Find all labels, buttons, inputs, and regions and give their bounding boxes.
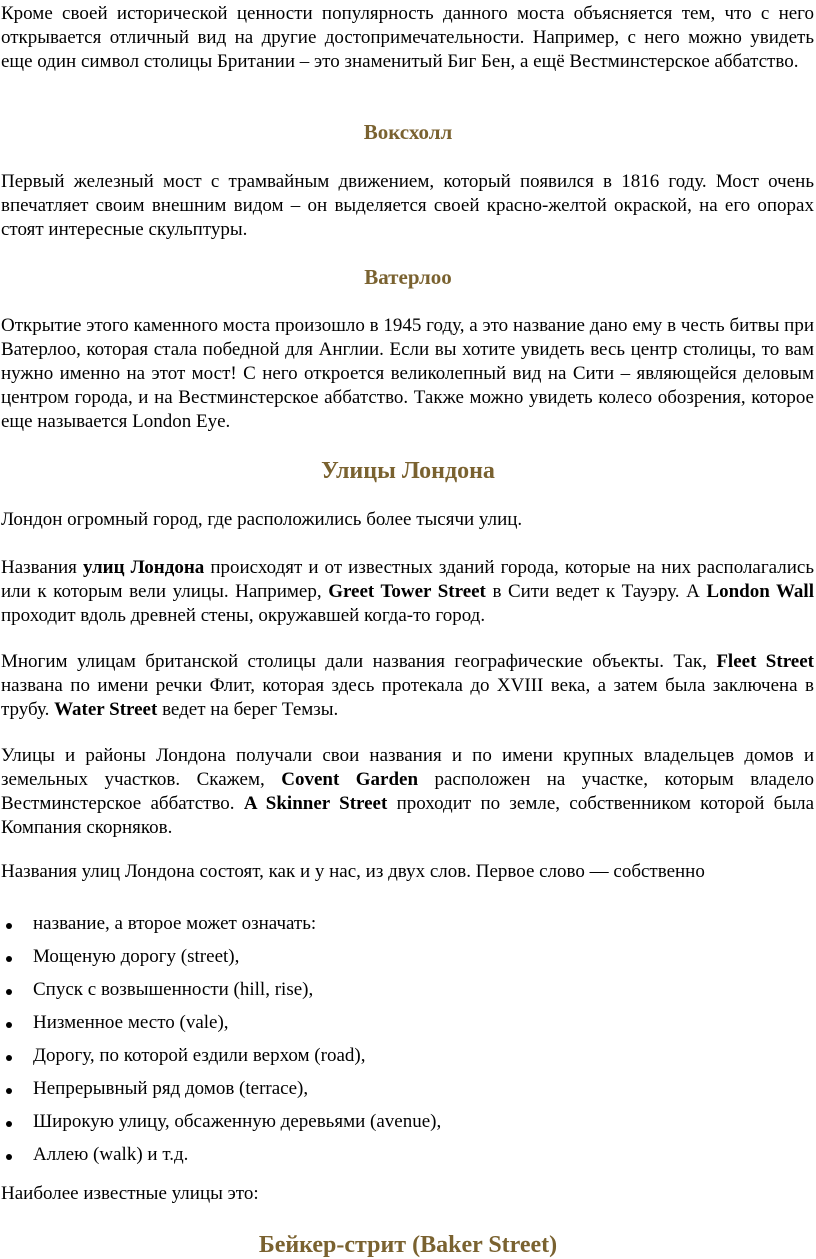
list-item [0,1044,816,1077]
list-item [0,1011,816,1044]
bold-term: Covent Garden [281,769,419,790]
text-run: Названия [1,557,83,578]
text-run: проходит по земле, собственником которой была Компания скорняков. [1,793,814,838]
list-item [0,978,816,1011]
street-names-origin-paragraph [1,556,814,628]
heading-london-streets: Улицы Лондона [321,458,495,484]
heading-vauxhall: Воксхолл [363,120,453,144]
intro-paragraph: Кроме своей исторической ценности популярность данного моста объясняется тем, что с него открывается отличный вид на другие достопримечательности. Например, с него можно увидеть еще один символ столицы Британии – это знаменитый Биг Бен, а ещё Вестминстерское аббатство. [1,3,814,72]
bullet-icon [6,989,12,995]
famous-streets-paragraph: Наиболее известные улицы это: [1,1183,259,1204]
list-item-text: Непрерывный ряд домов (terrace), [33,1078,309,1099]
list-item-text: Спуск с возвышенности (hill, rise), [33,979,314,1000]
list-item [0,945,816,978]
list-item [0,1143,816,1176]
bullet-icon [6,1154,12,1160]
heading-baker-street: Бейкер-стрит (Baker Street) [258,1232,558,1258]
owners-names-paragraph [1,744,814,840]
text-run: названа по имени речки Флит, которая здесь протекала до XVIII века, а затем была заключена в трубу. [1,675,814,720]
list-item-text: Широкую улицу, обсаженную деревьями (avenue), [33,1111,442,1132]
text-run: ведет на берег Темзы. [157,699,339,720]
bold-term: A Skinner Street [243,793,388,814]
waterloo-paragraph: Открытие этого каменного моста произошло в 1945 году, а это название дано ему в честь битвы при Ватерлоо, которая стала победной для Англии. Если вы хотите увидеть весь центр столицы, то вам нужно именно на этот мост! С него откроется великолепный вид на Сити – являющейся деловым центром города, и на Вестминстерское аббатство. Также можно увидеть колесо обозрения, которое еще называется London Eye. [1,315,814,432]
list-item-text: Низменное место (vale), [33,1012,229,1033]
list-item-text: Мощеную дорогу (street), [33,946,240,967]
list-item-text: Дорогу, по которой ездили верхом (road), [33,1045,366,1066]
list-item [0,1077,816,1110]
two-words-paragraph: Названия улиц Лондона состоят, как и у нас, из двух слов. Первое слово — собственно [1,861,705,882]
bullet-icon [6,1022,12,1028]
vauxhall-paragraph: Первый железный мост с трамвайным движением, который появился в 1816 году. Мост очень впечатляет своим внешним видом – он выделяется своей красно-желтой окраской, на его опорах стоят интересные скульптуры. [1,171,814,240]
text-run: Улицы и районы Лондона получали свои названия и по имени крупных владельцев домов и земельных участков. Скажем, [1,745,814,790]
bullet-icon [6,1088,12,1094]
list-item [0,912,816,945]
bold-term: улиц Лондона [82,557,205,578]
heading-waterloo: Ватерлоо [364,265,452,289]
streets-intro-paragraph: Лондон огромный город, где расположились более тысячи улиц. [1,509,523,530]
bullet-icon [6,1055,12,1061]
bold-term: Fleet Street [716,651,814,672]
bold-term: Water Street [54,699,158,720]
list-item-text: название, а второе может означать: [33,913,317,934]
text-run: расположен на участке, которым владело Вестминстерское аббатство. [1,769,814,814]
bullet-icon [6,923,12,929]
geography-names-paragraph [1,650,814,722]
text-run: в Сити ведет к Тауэру. А [485,581,707,602]
list-item-text: Аллею (walk) и т.д. [33,1144,189,1165]
text-run: происходят и от известных зданий города, которые на них располагались или к которым вели улицы. Например, [1,557,815,602]
list-item [0,1110,816,1143]
bullet-icon [6,956,12,962]
bold-term: London Wall [706,581,814,602]
bold-term: Greet Tower Street [328,581,486,602]
text-run: проходит вдоль древней стены, окружавшей когда-то город. [1,605,486,626]
street-types-list [0,912,816,1176]
bullet-icon [6,1121,12,1127]
text-run: Многим улицам британской столицы дали названия географические объекты. Так, [1,651,717,672]
